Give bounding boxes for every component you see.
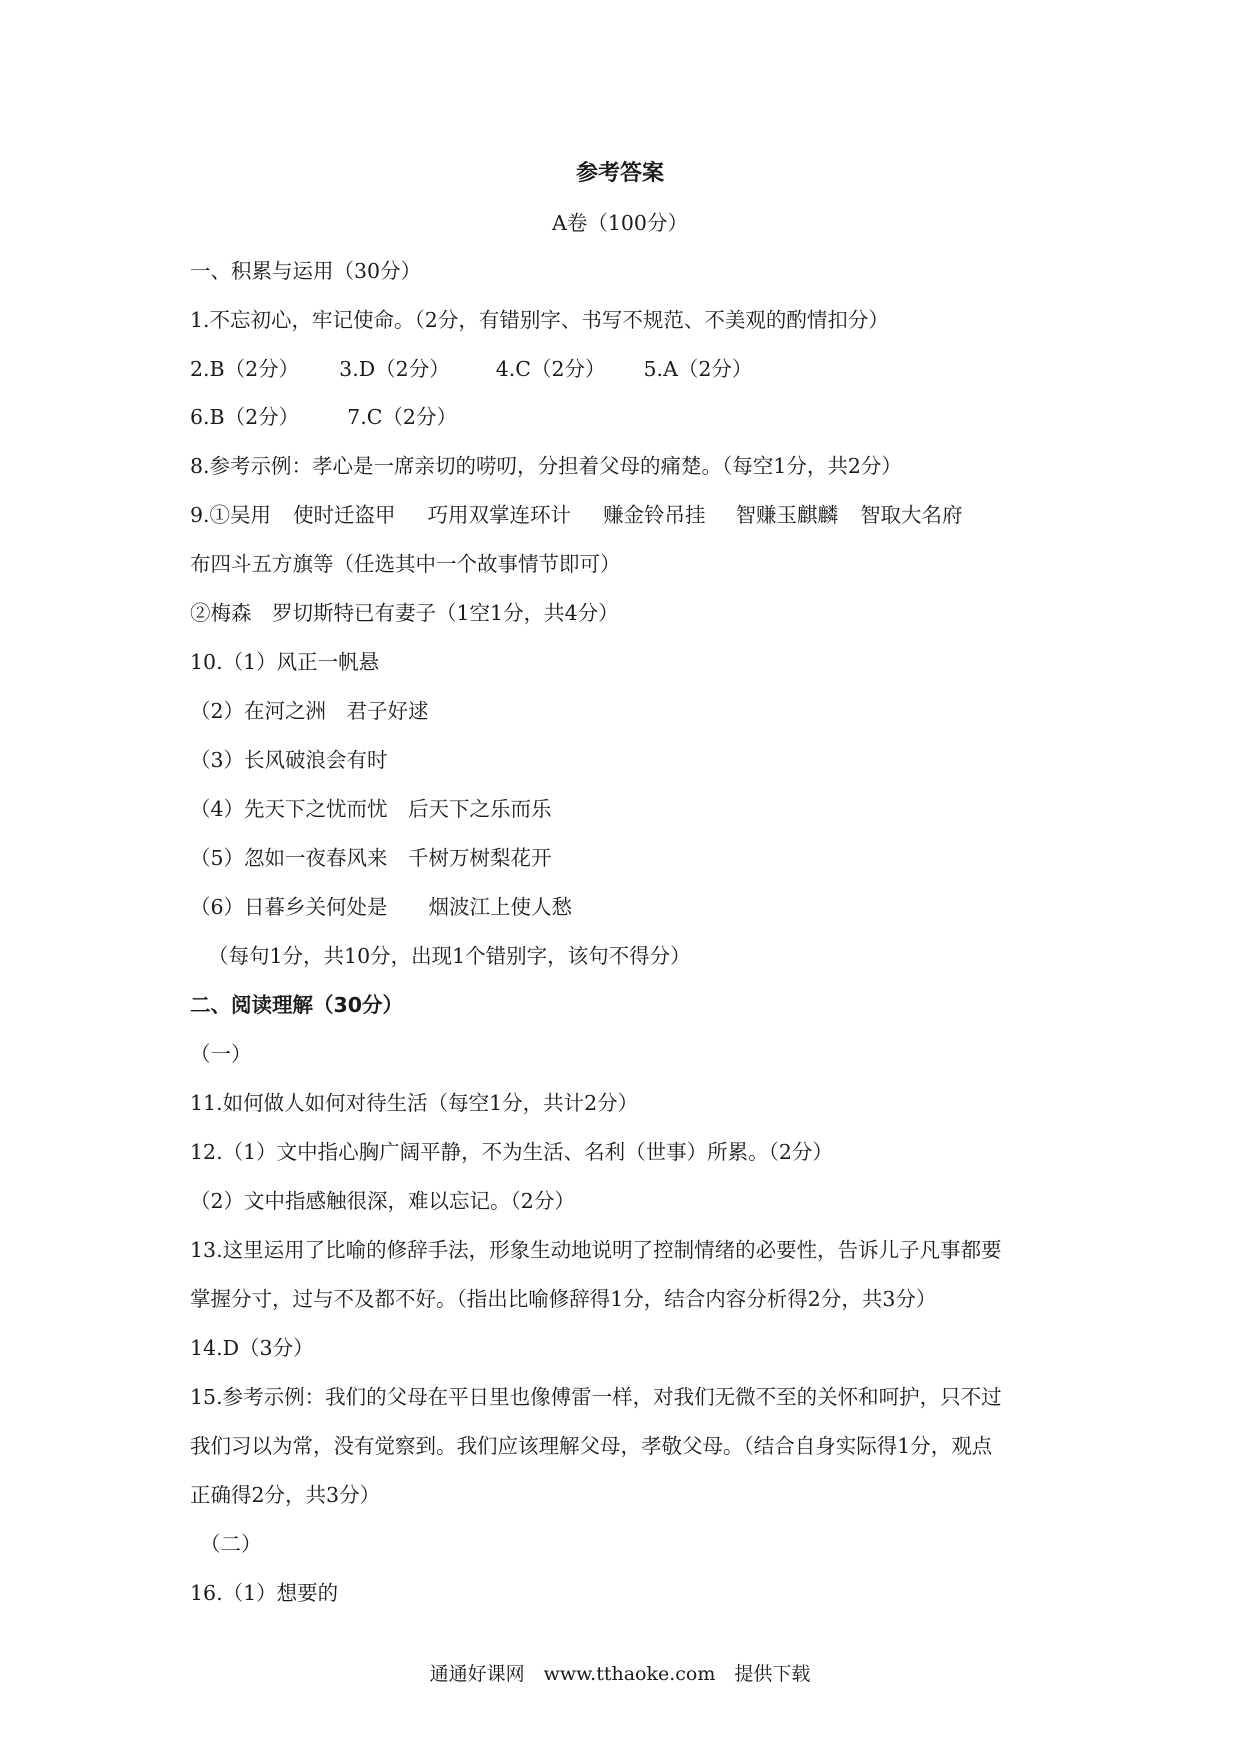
answer-q16: 16.（1）想要的 xyxy=(190,1581,339,1605)
part1-label: （一） xyxy=(190,1042,252,1066)
answer-q5: 5.A（2分） xyxy=(643,357,753,381)
answer-q14: 14.D（3分） xyxy=(190,1336,314,1360)
answer-q12-2: （2）文中指感触很深，难以忘记。（2分） xyxy=(190,1189,575,1213)
answer-q7: 7.C（2分） xyxy=(347,405,457,429)
answer-q12-1: 12.（1）文中指心胸广阔平静，不为生活、名利（世事）所累。（2分） xyxy=(190,1140,833,1164)
q9-item: 巧用双掌连环计 xyxy=(427,503,572,527)
q9-item: 智取大名府 xyxy=(860,503,963,527)
part2-label: （二） xyxy=(200,1532,262,1556)
volume-subtitle: A卷（100分） xyxy=(552,211,688,235)
q9-item: 使时迁盗甲 xyxy=(293,503,396,527)
answer-q10-note: （每句1分，共10分，出现1个错别字，该句不得分） xyxy=(208,944,691,968)
answer-q13-line1: 13.这里运用了比喻的修辞手法，形象生动地说明了控制情绪的必要性，告诉儿子凡事都要 xyxy=(190,1238,1002,1262)
answer-q2-5 xyxy=(190,355,752,383)
answer-q13-line2: 掌握分寸，过与不及都不好。（指出比喻修辞得1分，结合内容分析得2分，共3分） xyxy=(190,1287,937,1311)
section1-heading: 一、积累与运用（30分） xyxy=(190,259,422,283)
section2-heading: 二、阅读理解（30分） xyxy=(190,993,404,1017)
q9-item: 赚金铃吊挂 xyxy=(603,503,706,527)
answer-q8: 8.参考示例：孝心是一席亲切的唠叨，分担着父母的痛楚。（每空1分，共2分） xyxy=(190,454,902,478)
answer-q15-line2: 我们习以为常，没有觉察到。我们应该理解父母，孝敬父母。（结合自身实际得1分，观点 xyxy=(190,1434,993,1458)
answer-q6-7 xyxy=(190,403,457,431)
answer-q6: 6.B（2分） xyxy=(190,405,300,429)
answer-q1: 1.不忘初心，牢记使命。（2分，有错别字、书写不规范、不美观的酌情扣分） xyxy=(190,308,889,332)
answer-q2: 2.B（2分） xyxy=(190,357,300,381)
answer-q9-line1 xyxy=(190,501,963,529)
q9-item: 智赚玉麒麟 xyxy=(735,503,839,527)
answer-q10-5: （5）忽如一夜春风来 千树万树梨花开 xyxy=(190,846,552,870)
answer-q3: 3.D（2分） xyxy=(339,357,450,381)
answer-q9-line3: ②梅森 罗切斯特已有妻子（1空1分，共4分） xyxy=(190,601,619,625)
answer-q10-2: （2）在河之洲 君子好逑 xyxy=(190,699,429,723)
answer-q4: 4.C（2分） xyxy=(495,357,606,381)
answer-q10-1: 10.（1）风正一帆悬 xyxy=(190,650,380,674)
answer-q15-line3: 正确得2分，共3分） xyxy=(190,1483,381,1507)
footer-source: 通通好课网 www.tthaoke.com 提供下载 xyxy=(429,1663,811,1685)
answer-q10-3: （3）长风破浪会有时 xyxy=(190,748,388,772)
answer-q9-line2: 布四斗五方旗等（任选其中一个故事情节即可） xyxy=(190,552,621,576)
answer-q10-4: （4）先天下之忧而忧 后天下之乐而乐 xyxy=(190,797,552,821)
page-title: 参考答案 xyxy=(575,160,664,186)
q9-item: 9.①吴用 xyxy=(190,503,272,527)
answer-q15-line1: 15.参考示例：我们的父母在平日里也像傅雷一样，对我们无微不至的关怀和呵护，只不过 xyxy=(190,1385,1002,1409)
answer-q10-6: （6）日暮乡关何处是 烟波江上使人愁 xyxy=(190,895,573,919)
answer-q11: 11.如何做人如何对待生活（每空1分，共计2分） xyxy=(190,1091,639,1115)
